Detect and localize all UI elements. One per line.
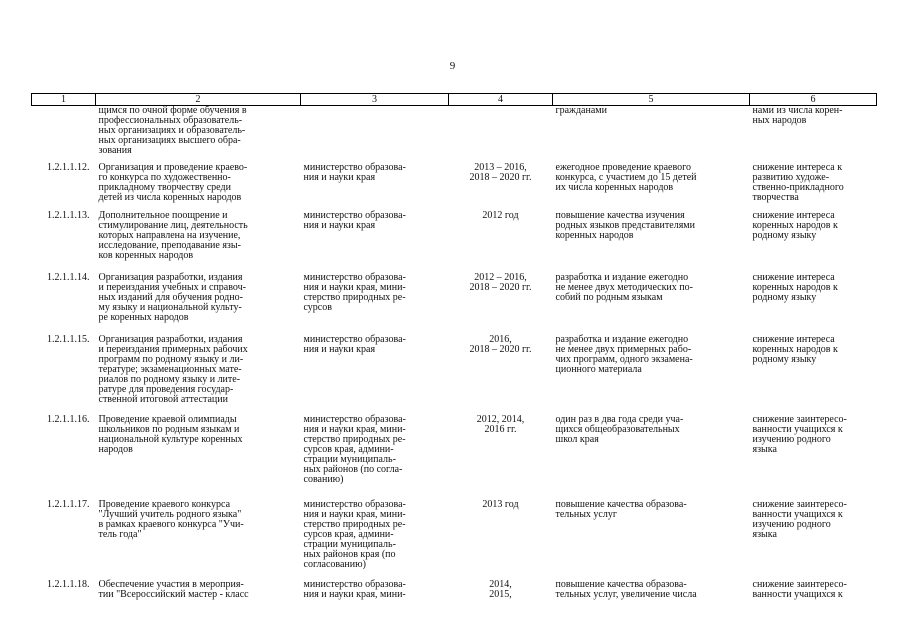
consequence-text: нами из числа корен- ных народов [752, 105, 843, 126]
item-number: 1.2.1.1.14. [47, 272, 90, 283]
measure-text: щимся по очной форме обучения в профессиональных образователь- ных организациях и образователь- ных организациях высшего обра- зования [98, 105, 247, 156]
table-row [32, 163, 877, 211]
measure-text: Организация разработки, издания и переиздания учебных и справоч- ных изданий для обучения родно- му языку и национальной культу- ре коренных народов [98, 272, 246, 323]
executor-text: министерство образова- ния и науки края [303, 162, 406, 183]
period-text: 2012 год [482, 210, 519, 221]
consequence-text: снижение интереса коренных народов к родному языку [752, 334, 838, 365]
column-header-2: 2 [96, 94, 301, 106]
result-text: повышение качества изучения родных языков представителями коренных народов [555, 210, 695, 241]
period-text: 2013 год [482, 499, 519, 510]
column-header-1: 1 [32, 94, 96, 106]
measure-text: Проведение краевого конкурса "Лучший учитель родного языка" в рамках краевого конкурса "Учи- тель года" [98, 499, 244, 540]
table-row [32, 106, 877, 164]
period-text [449, 106, 553, 164]
period-text: 2012, 2014, 2016 гг. [476, 414, 525, 435]
consequence-text: снижение заинтересо- ванности учащихся к изучению родного языка [752, 499, 847, 540]
result-text: ежегодное проведение краевого конкурса, с участием до 15 детей их числа коренных народов [555, 162, 697, 193]
table-row [32, 580, 877, 610]
table-row [32, 211, 877, 273]
item-number: 1.2.1.1.12. [47, 162, 90, 173]
period-text: 2012 – 2016, 2018 – 2020 гг. [469, 272, 532, 293]
item-number: 1.2.1.1.16. [47, 414, 90, 425]
program-measures-table [31, 93, 877, 610]
result-text: разработка и издание ежегодно не менее двух методических по- собий по родным языкам [555, 272, 693, 303]
executor-text [301, 106, 449, 164]
table-row [32, 335, 877, 415]
result-text: повышение качества образова- тельных услуг [555, 499, 687, 520]
period-text: 2013 – 2016, 2018 – 2020 гг. [469, 162, 532, 183]
measure-text: Проведение краевой олимпиады школьников по родным языкам и национальной культуре коренных народов [98, 414, 243, 455]
column-header-5: 5 [553, 94, 750, 106]
period-text: 2014, 2015, [489, 579, 512, 600]
executor-text: министерство образова- ния и науки края [303, 334, 406, 355]
result-text: разработка и издание ежегодно не менее двух примерных рабо- чих программ, одного экзамена- ционного материала [555, 334, 693, 375]
consequence-text: снижение интереса коренных народов к родному языку [752, 210, 838, 241]
executor-text: министерство образова- ния и науки края, мини- стерство природных ре- сурсов [303, 272, 406, 313]
measure-text: Обеспечение участия в мероприя- тии "Всероссийский мастер - класс [98, 579, 249, 600]
measure-text: Организация и проведение краево- го конкурса по художественно- прикладному творчеству среди детей из числа коренных народов [98, 162, 248, 203]
executor-text: министерство образова- ния и науки края, мини- стерство природных ре- сурсов края, админи- страции муниципаль- ных районов (по согла- сованию) [303, 414, 406, 485]
consequence-text: снижение заинтересо- ванности учащихся к [752, 579, 847, 600]
consequence-text: снижение интереса коренных народов к родному языку [752, 272, 838, 303]
item-number: 1.2.1.1.13. [47, 210, 90, 221]
column-header-4: 4 [449, 94, 553, 106]
consequence-text: снижение заинтересо- ванности учащихся к изучению родного языка [752, 414, 847, 455]
result-text: гражданами [555, 105, 607, 116]
result-text: один раз в два года среди уча- щихся общеобразовательных школ края [555, 414, 684, 445]
executor-text: министерство образова- ния и науки края [303, 210, 406, 231]
consequence-text: снижение интереса к развитию художе- ственно-прикладного творчества [752, 162, 844, 203]
item-number: 1.2.1.1.18. [47, 579, 90, 590]
column-number-row [32, 94, 877, 106]
column-header-3: 3 [301, 94, 449, 106]
measure-text: Дополнительное поощрение и стимулирование лиц, деятельность которых направлена на изучение, исследование, преподавание язы- ков коренных народов [98, 210, 248, 261]
column-header-6: 6 [750, 94, 877, 106]
measure-text: Организация разработки, издания и переиздания примерных рабочих программ по родному языку и ли- тературе; экзаменационных мате- риалов по родному языку и лите- ратуре для проведения государ- ственной итоговой аттестации [98, 334, 248, 405]
table-row [32, 415, 877, 500]
executor-text: министерство образова- ния и науки края, мини- [303, 579, 406, 600]
table-row [32, 273, 877, 335]
result-text: повышение качества образова- тельных услуг, увеличение числа [555, 579, 697, 600]
item-number: 1.2.1.1.17. [47, 499, 90, 510]
table-row [32, 500, 877, 580]
executor-text: министерство образова- ния и науки края, мини- стерство природных ре- сурсов края, админи- страции муниципаль- ных районов края (по согласованию) [303, 499, 406, 570]
period-text: 2016, 2018 – 2020 гг. [469, 334, 532, 355]
item-number [32, 106, 96, 164]
item-number: 1.2.1.1.15. [47, 334, 90, 345]
page-number: 9 [449, 60, 456, 72]
